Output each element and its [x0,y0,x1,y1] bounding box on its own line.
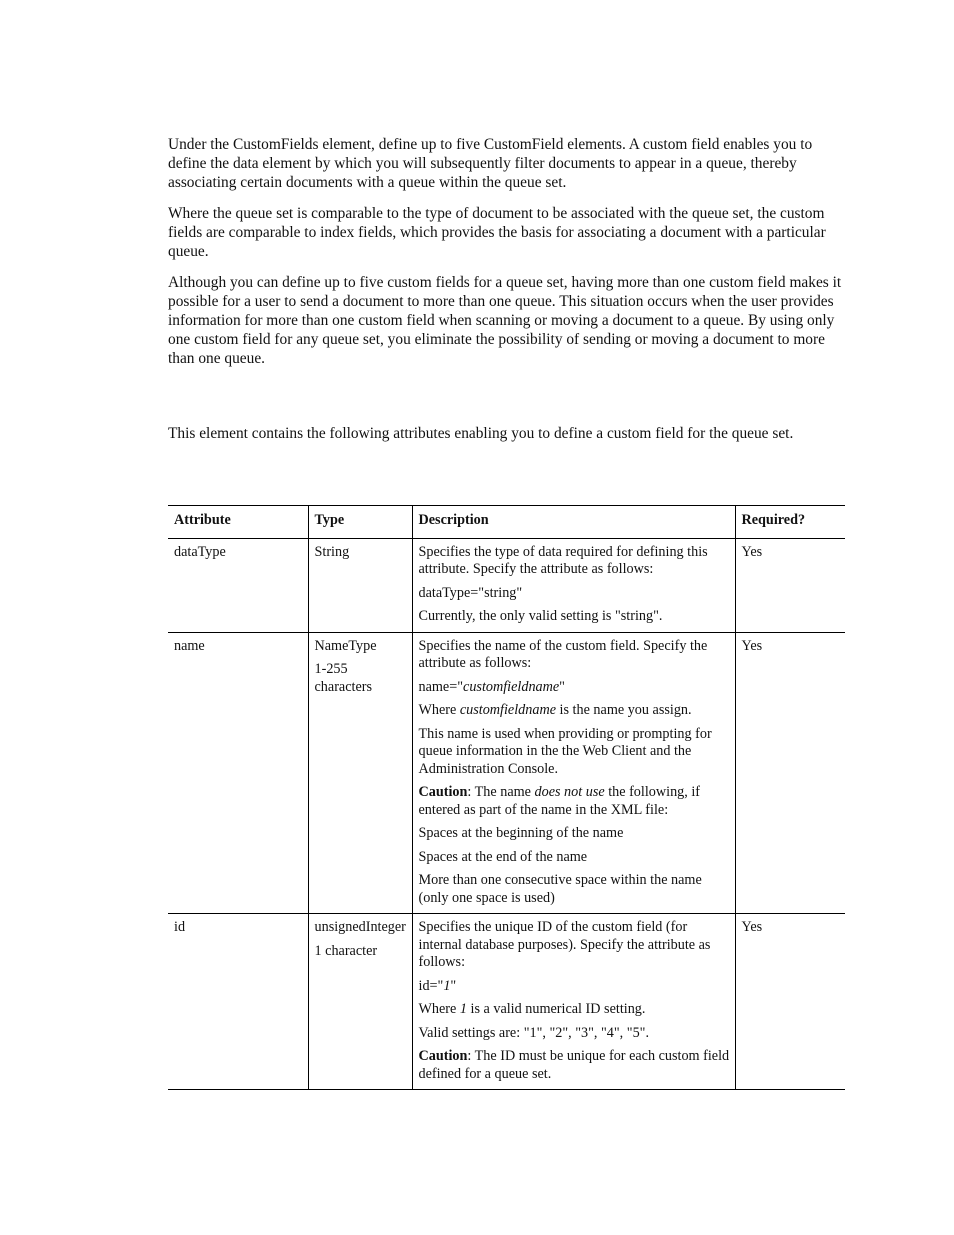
example-prefix: name=" [418,678,464,695]
cell-required: Yes [735,914,845,1090]
paragraph-queue-set-comparison: Where the queue set is comparable to the type of document to be associated with the queue set, the custom fields are comparable to index fields, which provides the basis for associating a document with a particular queue. [168,205,826,260]
description-intro: Specifies the name of the custom field. Specify the attribute as follows: [418,637,708,671]
type-value: NameType [314,637,377,654]
caution-label: Caution [418,784,468,800]
attributes-table [168,505,845,1090]
where-suffix: is a valid numerical ID setting. [466,1001,646,1017]
type-value: String [314,543,350,560]
description-valid-settings: Valid settings are: "1", "2", "3", "4", "5". [418,1024,650,1041]
cell-type [308,632,412,914]
example-variable: customfieldname [463,678,560,695]
description-example [419,978,730,996]
paragraph-multiple-custom-fields: Although you can define up to five custom fields for a queue set, having more than one custom field makes it possible for a user to send a document to more than one queue. This situation occurs when the user provides information for more than one custom field when scanning or moving a document to a queue. By using only one custom field for any queue set, you eliminate the possibility of sending or moving a document to more than one queue. [168,274,842,367]
type-length: 1 character [314,942,378,959]
description-usage: This name is used when providing or prompting for queue information in the the Web Client and the Administration Console. [418,725,712,777]
cell-description [412,632,735,914]
description-caution [419,1048,730,1083]
where-variable: 1 [459,1001,467,1017]
table-row-name [168,632,845,914]
header-required: Required? [735,506,845,539]
description-list-item: Spaces at the beginning of the name [418,825,624,841]
paragraph-customfields-intro: Under the CustomFields element, define up to five CustomField elements. A custom field enables you to define the data element by which you will subsequently filter documents to appear in a queue, thereby associating certain documents with a queue within the queue set. [168,136,813,191]
description-intro: Specifies the type of data required for defining this attribute. Specify the attribute as follows: [418,543,708,577]
example-prefix: id=" [418,977,444,994]
caution-label: Caution [418,1048,468,1064]
cell-description [412,538,735,632]
cell-type [308,538,412,632]
where-variable: customfieldname [459,702,556,718]
cell-required: Yes [735,538,845,632]
example-suffix: " [559,678,565,695]
cell-attribute: name [174,637,205,654]
table-row-datatype [168,538,845,632]
header-attribute: Attribute [174,512,231,528]
where-suffix: is the name you assign. [556,702,692,718]
description-caution [419,784,730,819]
document-page [168,135,845,1082]
where-prefix: Where [418,1001,460,1017]
cell-description [412,914,735,1090]
description-example: dataType="string" [418,584,523,601]
description-intro: Specifies the unique ID of the custom field (for internal database purposes). Specify the attribute as follows: [418,919,711,970]
caution-text: : The ID must be unique for each custom field defined for a queue set. [418,1048,730,1082]
cell-type [308,914,412,1090]
cell-attribute: dataType [174,543,226,560]
type-value: unsignedInteger [314,919,406,935]
description-list-item: Spaces at the end of the name [418,848,588,865]
where-prefix: Where [418,702,460,718]
description-list-item: More than one consecutive space within the name (only one space is used) [418,872,702,906]
header-type: Type [308,506,412,539]
description-example [419,679,730,697]
header-description: Description [412,506,735,539]
cell-attribute: id [174,919,186,935]
table-row-id [168,914,845,1090]
table-header-row [168,506,845,539]
caution-text-part1: : The name [467,784,535,800]
caution-emphasis: does not use [534,784,605,800]
caution-text-part2: the following, if entered as part of the name in the XML file: [418,784,701,818]
description-where [419,1001,730,1019]
paragraph-attributes-intro: This element contains the following attributes enabling you to define a custom field for the queue set. [168,425,794,442]
example-variable: 1 [443,977,451,994]
cell-required: Yes [735,632,845,914]
type-length: 1-255 characters [314,661,372,695]
example-suffix: " [450,977,457,994]
description-note: Currently, the only valid setting is "string". [418,608,663,624]
description-where [419,702,730,720]
